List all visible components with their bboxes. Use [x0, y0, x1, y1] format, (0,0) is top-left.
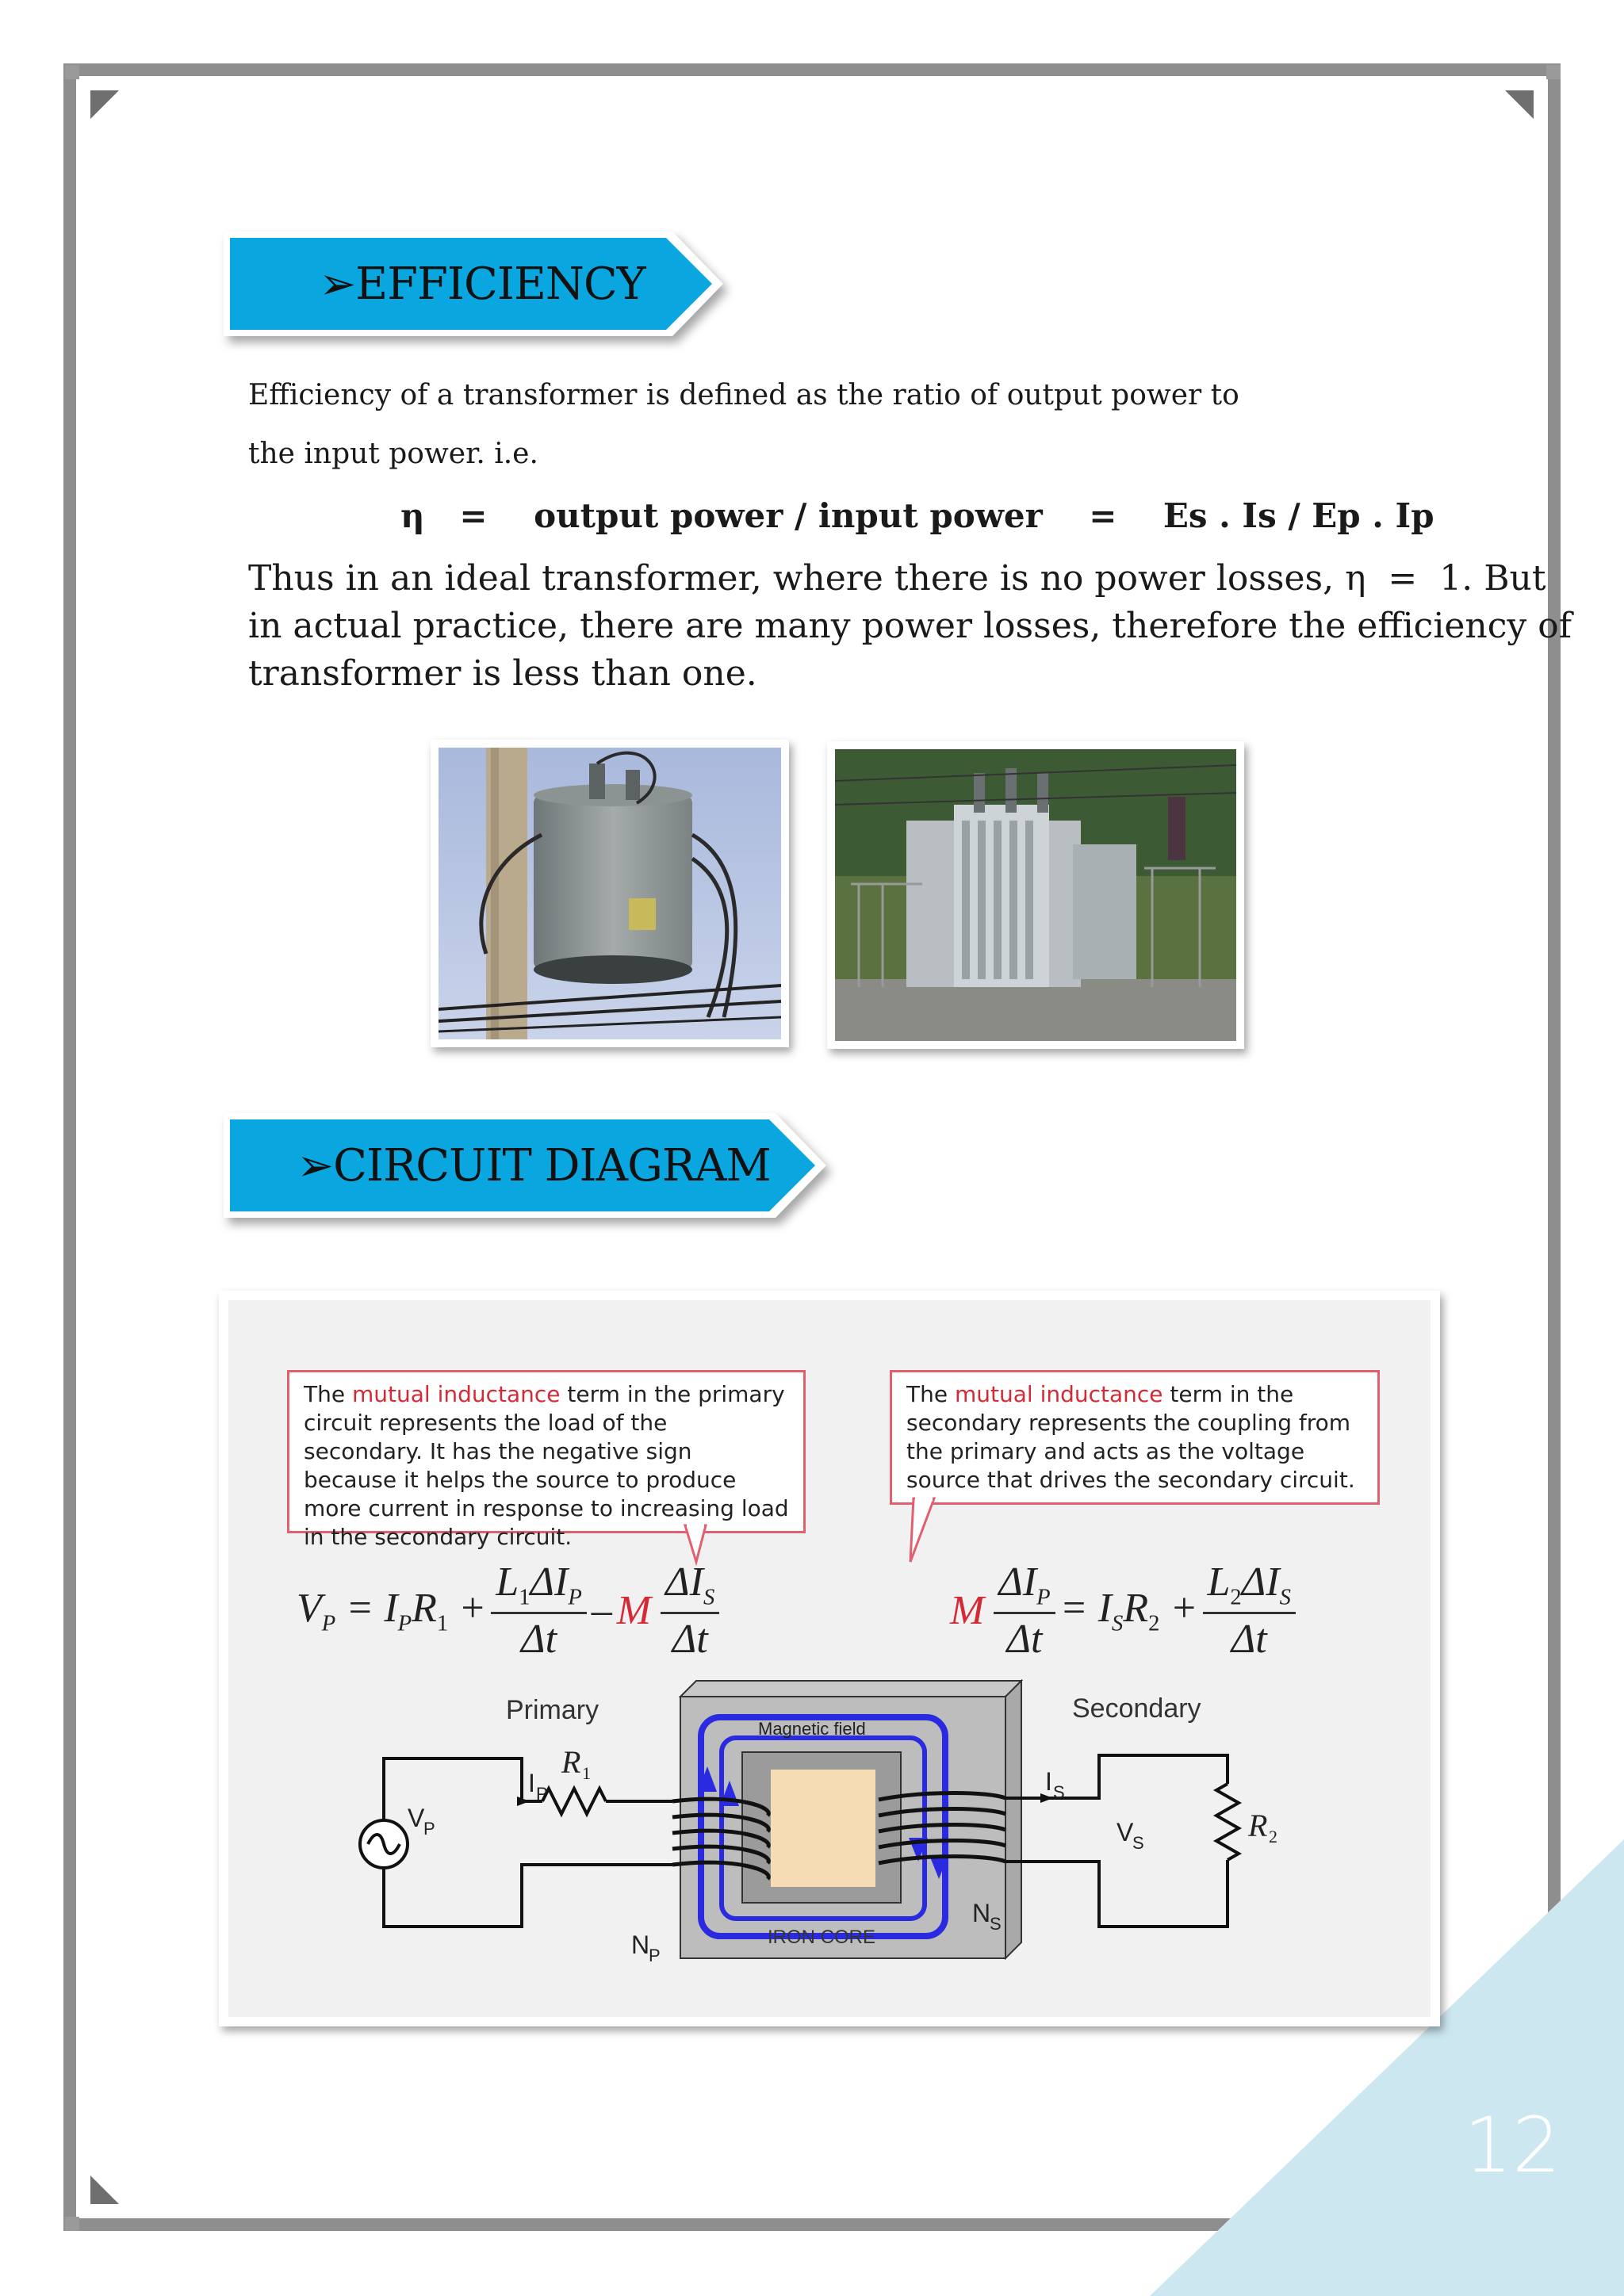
efficiency-explanation-line2: in actual practice, there are many power losses, therefore the efficiency of: [248, 606, 1572, 646]
svg-text:S: S: [990, 1914, 1002, 1934]
circuit-heading-banner: [220, 1110, 831, 1221]
arrow-bullet-icon: ➢: [297, 1139, 334, 1192]
svg-text:I: I: [528, 1769, 535, 1797]
efficiency-heading-text: EFFICIENCY: [355, 258, 645, 310]
svg-text:R: R: [561, 1744, 581, 1780]
circuit-diagram-panel: [219, 1291, 1440, 2026]
secondary-label: Secondary: [1072, 1693, 1201, 1724]
pole-transformer-photo: [431, 740, 789, 1047]
mutual-inductance-highlight: mutual inductance: [351, 1381, 561, 1407]
svg-text:I: I: [1045, 1767, 1052, 1796]
pole-transformer-image: [439, 748, 781, 1039]
circuit-heading: [220, 1110, 839, 1221]
svg-text:N: N: [972, 1899, 991, 1927]
efficiency-explanation-line3: transformer is less than one.: [248, 653, 757, 694]
arrow-bullet-icon: ➢: [319, 258, 356, 310]
secondary-voltage-equation: M $\frac{\Delta I_P}{\Delta t}$ = $I_SR_2$ + $\frac{L_2\Delta I_S}{\Delta t}$: [950, 1559, 1300, 1663]
svg-text:P: P: [536, 1784, 548, 1804]
substation-transformer-photo: [827, 741, 1244, 1049]
efficiency-heading: [220, 228, 736, 339]
svg-text:1: 1: [582, 1763, 591, 1783]
page-number: 12: [1464, 2101, 1561, 2190]
svg-text:R: R: [1248, 1808, 1268, 1843]
callout-primary-mutual-inductance: The mutual inductance term in the primary circuit represents the load of the secondary. It has the negative sign because it helps the source to produce more current in response to increasing load in the secondary circuit.: [287, 1370, 806, 1533]
substation-transformer-image: [835, 749, 1236, 1041]
svg-text:S: S: [1132, 1833, 1144, 1853]
efficiency-formula: η = output power / input power = Es . Is / Ep . Ip: [400, 496, 1434, 535]
primary-label: Primary: [506, 1695, 599, 1725]
mutual-inductance-highlight: mutual inductance: [954, 1381, 1163, 1407]
svg-text:P: P: [649, 1946, 661, 1965]
magnetic-field-label: Magnetic field: [758, 1719, 866, 1739]
svg-text:N: N: [631, 1931, 650, 1959]
efficiency-definition-line2: the input power. i.e.: [248, 438, 538, 470]
efficiency-heading-banner: [220, 228, 728, 339]
svg-text:S: S: [1053, 1782, 1065, 1802]
iron-core-label: IRON CORE: [768, 1927, 876, 1948]
circuit-heading-text: CIRCUIT DIAGRAM: [333, 1139, 771, 1192]
svg-text:2: 2: [1269, 1827, 1277, 1846]
primary-voltage-equation: $V_P = I_PR_1$ + $\frac{L_1\Delta I_P}{\Delta t}$ – M $\frac{\Delta I_S}{\Delta t}$: [297, 1559, 724, 1663]
transformer-circuit-drawing: [228, 1300, 1431, 2017]
svg-text:V: V: [408, 1804, 425, 1832]
circuit-diagram-inner: [228, 1300, 1431, 2017]
svg-text:P: P: [423, 1819, 435, 1839]
efficiency-definition-line1: Efficiency of a transformer is defined as the ratio of output power to: [248, 379, 1239, 411]
svg-text:V: V: [1116, 1818, 1134, 1846]
callout-secondary-mutual-inductance: The mutual inductance term in the secondary represents the coupling from the primary and acts as the voltage source that drives the secondary circuit.: [890, 1370, 1380, 1505]
efficiency-explanation-line1: Thus in an ideal transformer, where there is no power losses, η = 1. But: [248, 558, 1546, 599]
